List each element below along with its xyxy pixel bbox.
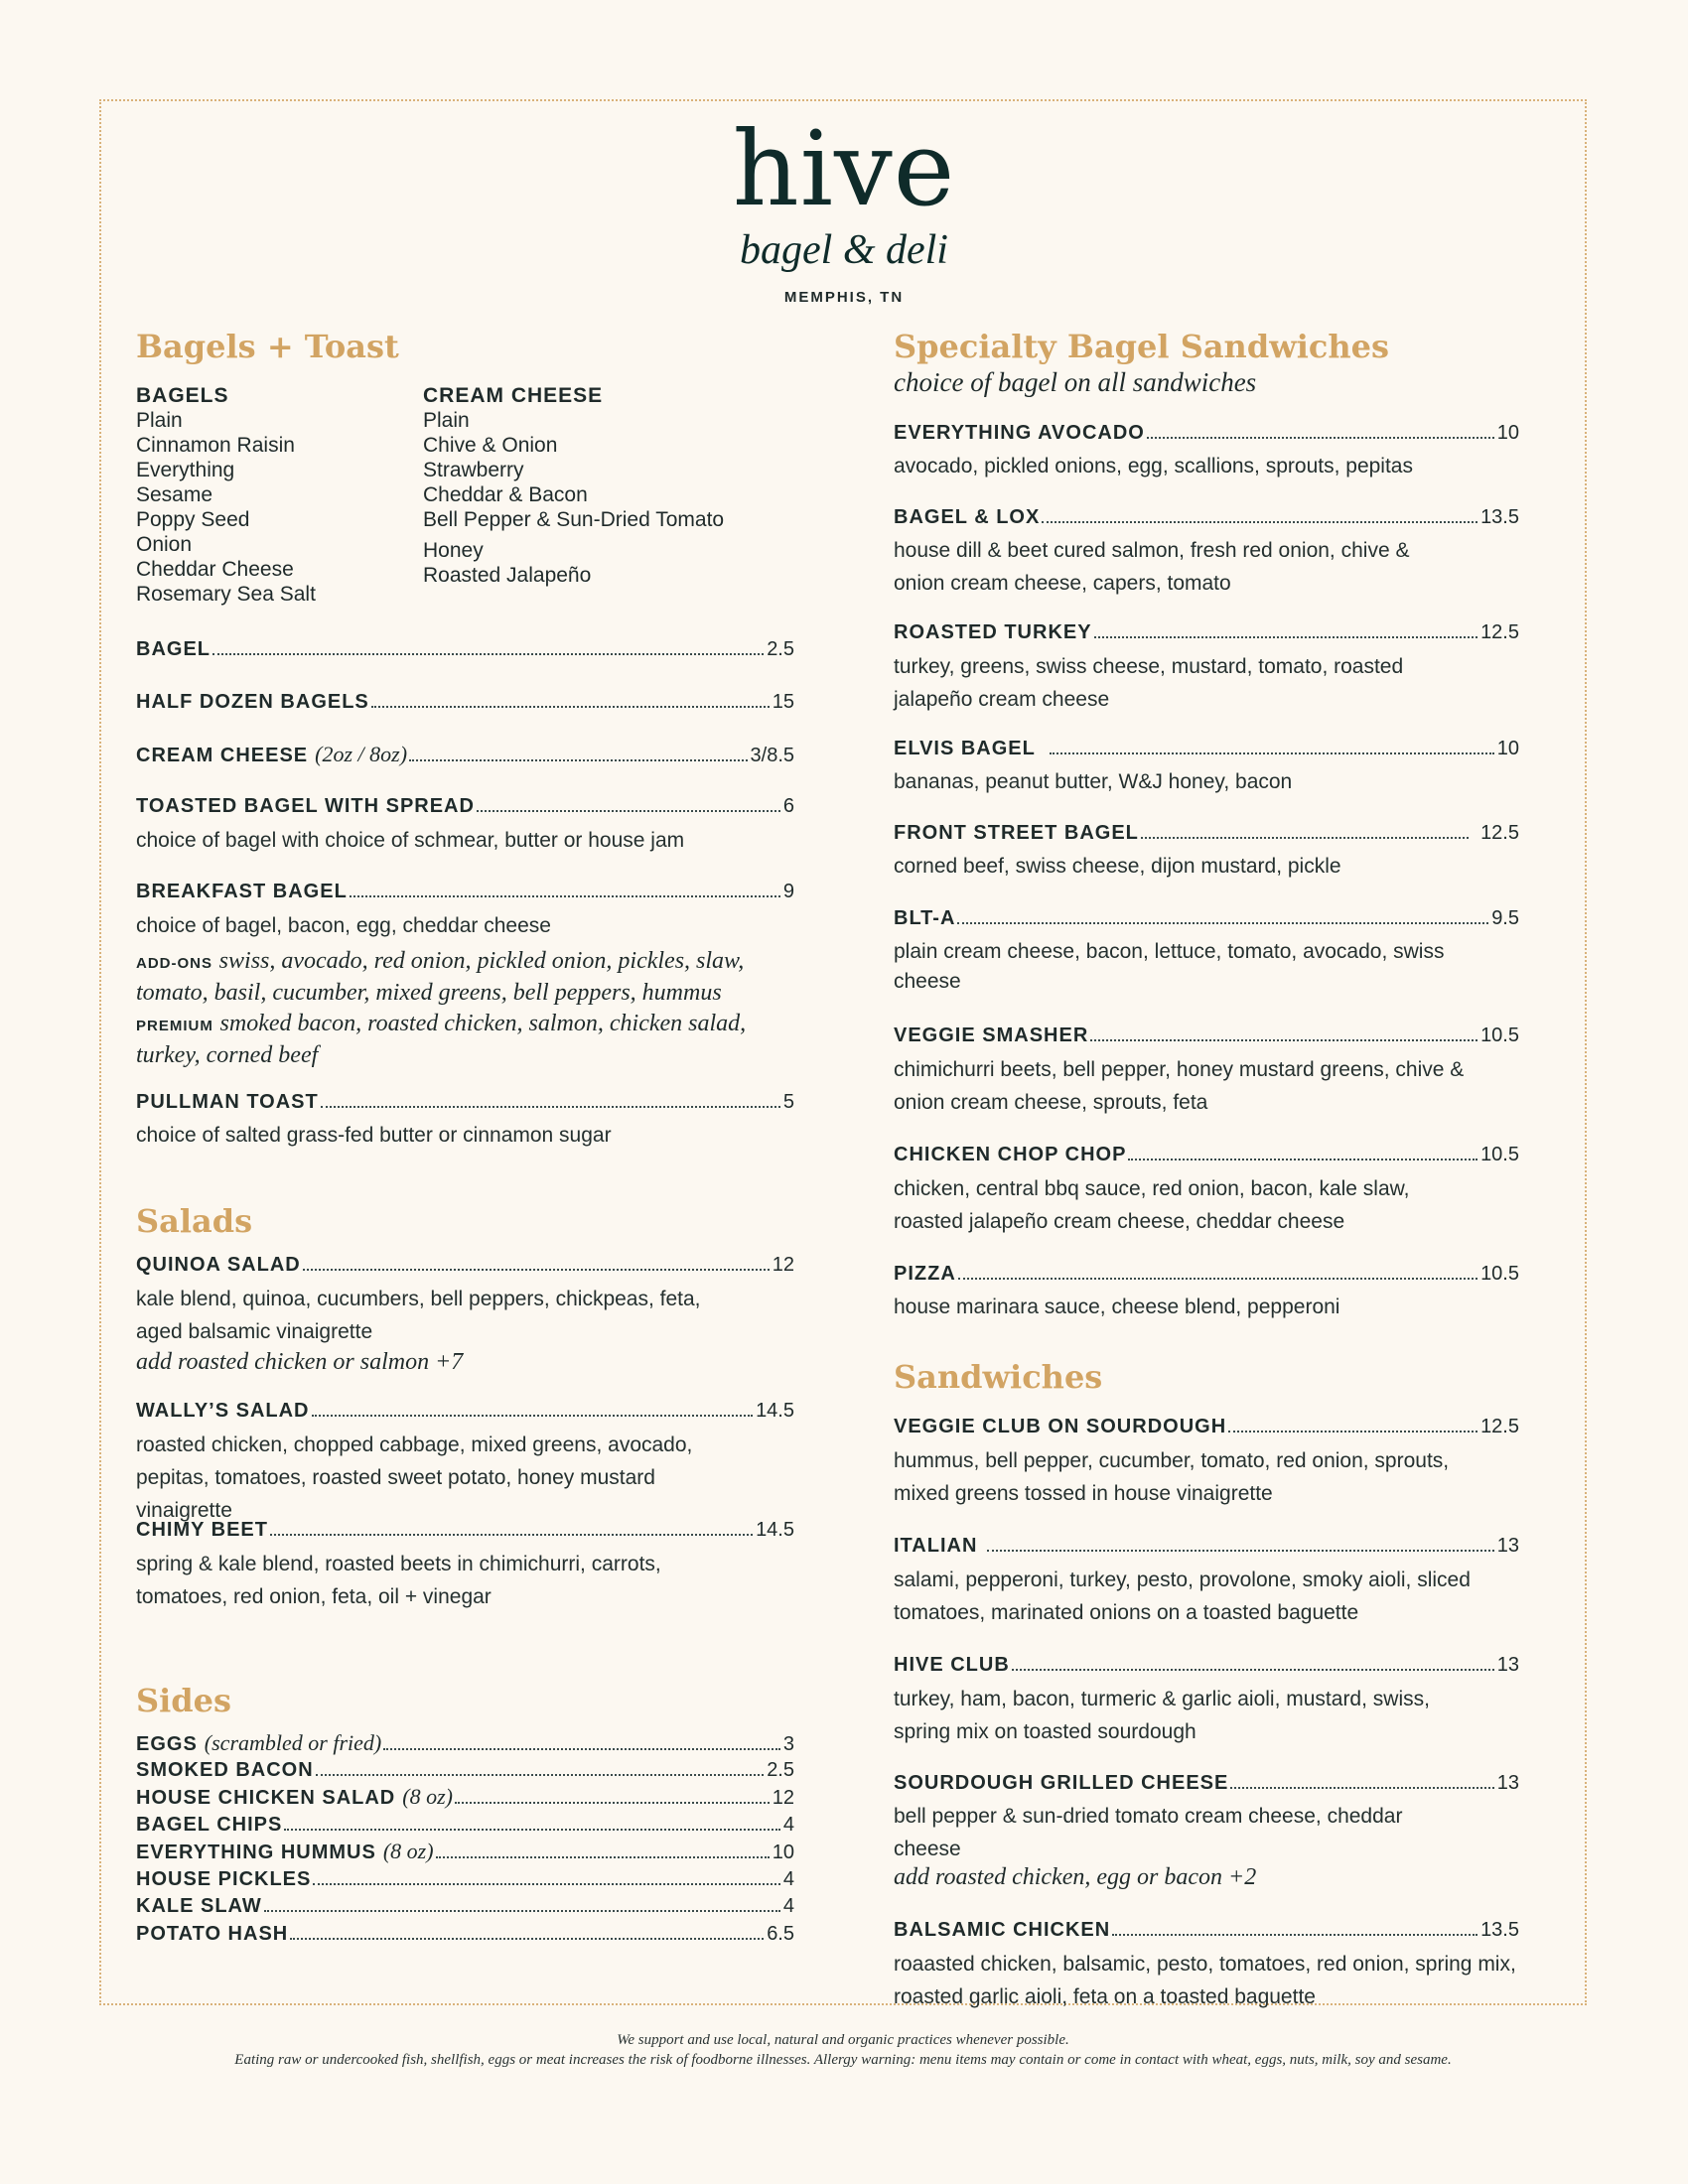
dot-leader	[1128, 1159, 1477, 1160]
item-name: KALE SLAW	[136, 1895, 262, 1917]
dot-leader	[212, 653, 764, 655]
menu-item-blt-a	[894, 905, 1519, 931]
menu-item-pizza	[894, 1261, 1519, 1287]
item-price: 3	[782, 1733, 794, 1755]
item-description: turkey, greens, swiss cheese, mustard, tomato, roasted jalapeño cream cheese	[894, 655, 1404, 711]
menu-item-wallys-salad	[136, 1398, 794, 1424]
item-description: turkey, ham, bacon, turmeric & garlic aioli, mustard, swiss, spring mix on toasted sourdough	[894, 1688, 1430, 1743]
cream-cheese-flavor: Honey	[423, 539, 484, 562]
tagline: bagel & deli	[740, 227, 948, 273]
dot-leader	[316, 1774, 765, 1776]
menu-item-everything-avocado	[894, 420, 1519, 446]
premium-text: smoked bacon, roasted chicken, salmon, chicken salad, turkey, corned beef	[136, 1011, 747, 1068]
item-price: 12.5	[1480, 822, 1519, 844]
item-name: CHICKEN CHOP CHOP	[894, 1144, 1127, 1165]
item-name: BAGEL & LOX	[894, 506, 1041, 528]
item-description: plain cream cheese, bacon, lettuce, tomato, avocado, swiss cheese	[894, 940, 1445, 993]
section-title-sandwiches: Sandwiches	[894, 1358, 1103, 1396]
item-price: 12	[772, 1254, 794, 1276]
cream-cheese-flavor: Chive & Onion	[423, 434, 558, 457]
bagel-flavor: Cheddar Cheese	[136, 558, 294, 581]
section-title-bagels-toast: Bagels + Toast	[136, 328, 399, 365]
item-name: PULLMAN TOAST	[136, 1091, 319, 1113]
menu-item-chimy-beet	[136, 1517, 794, 1543]
item-name: BREAKFAST BAGEL	[136, 881, 348, 902]
cream-cheese-flavors-list	[423, 383, 724, 588]
dot-leader	[313, 1883, 780, 1885]
cream-cheese-flavor: Strawberry	[423, 459, 524, 481]
item-description: spring & kale blend, roasted beets in chimichurri, carrots, tomatoes, red onion, feta, oil + vinegar	[136, 1553, 661, 1608]
cream-cheese-heading: CREAM CHEESE	[423, 384, 604, 407]
item-size-note: (8 oz)	[402, 1784, 453, 1809]
bagel-flavors-list	[136, 383, 316, 607]
item-price: 10	[772, 1842, 794, 1863]
dot-leader	[350, 895, 780, 897]
dot-leader	[1228, 1431, 1477, 1433]
side-item-hummus	[136, 1839, 794, 1865]
item-name: WALLY’S SALAD	[136, 1400, 310, 1422]
item-price: 6.5	[767, 1923, 794, 1945]
item-name: ROASTED TURKEY	[894, 621, 1092, 643]
side-item-eggs	[136, 1730, 794, 1757]
item-name: CHIMY BEET	[136, 1519, 268, 1541]
item-name: QUINOA SALAD	[136, 1254, 301, 1276]
cream-cheese-flavor: Bell Pepper & Sun-Dried Tomato	[423, 508, 725, 531]
bagel-flavor: Rosemary Sea Salt	[136, 583, 316, 606]
menu-item-half-dozen	[136, 689, 794, 715]
item-price: 13.5	[1480, 506, 1519, 528]
cream-cheese-flavor: Roasted Jalapeño	[423, 564, 592, 587]
footer-allergy-warning: Eating raw or undercooked fish, shellfish, eggs or meat increases the risk of foodborne illnesses. Allergy warning: menu items may contain or come in contact with wheat, eggs, nuts, milk, soy and sesame.	[234, 2052, 1452, 2068]
menu-item-roasted-turkey	[894, 619, 1519, 645]
bagels-heading: BAGELS	[136, 384, 229, 407]
dot-leader	[312, 1415, 754, 1417]
dot-leader	[1012, 1669, 1494, 1671]
item-price: 3/8.5	[750, 745, 794, 766]
item-description: bell pepper & sun-dried tomato cream cheese, cheddar cheese	[894, 1805, 1403, 1860]
dot-leader	[1141, 837, 1469, 839]
item-price: 10.5	[1480, 1263, 1519, 1285]
dot-leader	[987, 1550, 1493, 1552]
bagel-flavor: Poppy Seed	[136, 508, 250, 531]
side-item-potato-hash	[136, 1921, 794, 1947]
item-name: HOUSE PICKLES	[136, 1868, 312, 1890]
dot-leader	[409, 759, 747, 761]
dot-leader	[477, 810, 780, 812]
item-name: SOURDOUGH GRILLED CHEESE	[894, 1772, 1229, 1794]
bagel-flavor: Cinnamon Raisin	[136, 434, 295, 457]
item-description: corned beef, swiss cheese, dijon mustard, pickle	[894, 855, 1341, 878]
item-description: salami, pepperoni, turkey, pesto, provolone, smoky aioli, sliced tomatoes, marinated onions on a toasted baguette	[894, 1569, 1471, 1624]
item-description: bananas, peanut butter, W&J honey, bacon	[894, 770, 1293, 793]
item-price: 13	[1496, 1772, 1519, 1794]
footer-sourcing-note: We support and use local, natural and organic practices whenever possible.	[617, 2032, 1069, 2048]
item-add-on-note: add roasted chicken, egg or bacon +2	[894, 1864, 1257, 1890]
dot-leader	[270, 1534, 753, 1536]
item-price: 10.5	[1480, 1024, 1519, 1046]
item-name: BALSAMIC CHICKEN	[894, 1919, 1111, 1941]
item-price: 13	[1496, 1535, 1519, 1557]
dot-leader	[957, 922, 1488, 924]
bagel-flavor: Everything	[136, 459, 235, 481]
item-price: 2.5	[767, 638, 794, 660]
cream-cheese-flavor: Cheddar & Bacon	[423, 483, 588, 506]
item-name: EVERYTHING AVOCADO	[894, 422, 1145, 444]
item-price: 9	[782, 881, 794, 902]
item-description: hummus, bell pepper, cucumber, tomato, red onion, sprouts, mixed greens tossed in house vinaigrette	[894, 1449, 1450, 1505]
item-price: 10	[1496, 738, 1519, 759]
menu-item-bagel-lox	[894, 504, 1519, 530]
item-name: TOASTED BAGEL WITH SPREAD	[136, 795, 475, 817]
add-ons-text: swiss, avocado, red onion, pickled onion, pickles, slaw, tomato, basil, cucumber, mixed greens, bell peppers, hummus	[136, 948, 745, 1006]
bagel-flavor: Plain	[136, 409, 183, 432]
side-item-smoked-bacon	[136, 1757, 794, 1783]
item-size-note: (2oz / 8oz)	[315, 742, 408, 766]
section-title-salads: Salads	[136, 1202, 253, 1240]
item-name: VEGGIE CLUB ON SOURDOUGH	[894, 1416, 1227, 1437]
item-name: ELVIS BAGEL	[894, 738, 1036, 759]
menu-item-italian	[894, 1533, 1519, 1559]
menu-item-veggie-smasher	[894, 1023, 1519, 1048]
dot-leader	[290, 1938, 764, 1940]
item-description: roasted chicken, chopped cabbage, mixed greens, avocado, pepitas, tomatoes, roasted sweet potato, honey mustard vinaigrette	[136, 1433, 693, 1522]
hive-logo: hive	[732, 108, 956, 229]
item-price: 14.5	[756, 1400, 794, 1422]
item-name: POTATO HASH	[136, 1923, 289, 1945]
item-name: ITALIAN	[894, 1535, 978, 1557]
dot-leader	[455, 1802, 770, 1804]
item-price: 4	[782, 1868, 794, 1890]
item-price: 12.5	[1480, 1416, 1519, 1437]
item-name: FRONT STREET BAGEL	[894, 822, 1139, 844]
side-item-house-pickles	[136, 1866, 794, 1892]
item-description: chimichurri beets, bell pepper, honey mustard greens, chive & onion cream cheese, sprouts, feta	[894, 1058, 1465, 1114]
section-title-specialty: Specialty Bagel Sandwiches	[894, 328, 1390, 365]
menu-item-front-street-bagel	[894, 820, 1519, 846]
item-price: 13.5	[1480, 1919, 1519, 1941]
item-name: HIVE CLUB	[894, 1654, 1010, 1676]
menu-item-breakfast-bagel	[136, 879, 794, 904]
item-name: BAGEL CHIPS	[136, 1814, 283, 1836]
item-price: 10.5	[1480, 1144, 1519, 1165]
dot-leader	[284, 1829, 780, 1831]
dot-leader	[1230, 1787, 1493, 1789]
item-price: 13	[1496, 1654, 1519, 1676]
item-name: VEGGIE SMASHER	[894, 1024, 1089, 1046]
item-add-on-note: add roasted chicken or salmon +7	[136, 1349, 464, 1375]
dot-leader	[264, 1910, 780, 1912]
item-description: roaasted chicken, balsamic, pesto, tomatoes, red onion, spring mix, roasted garlic aioli, feta on a toasted baguette	[894, 1953, 1516, 2008]
dot-leader	[1147, 437, 1494, 439]
menu-item-quinoa-salad	[136, 1252, 794, 1278]
dot-leader	[1112, 1934, 1477, 1936]
menu-item-veggie-club	[894, 1414, 1519, 1439]
add-ons-label: ADD-ONS	[136, 955, 212, 972]
item-name: EGGS	[136, 1733, 198, 1755]
item-name: CREAM CHEESE	[136, 745, 309, 766]
section-subtitle-specialty: choice of bagel on all sandwiches	[894, 367, 1257, 397]
dot-leader	[436, 1856, 770, 1858]
item-description: kale blend, quinoa, cucumbers, bell peppers, chickpeas, feta, aged balsamic vinaigrette	[136, 1288, 701, 1343]
menu-item-toasted-bagel	[136, 793, 794, 819]
item-name: EVERYTHING HUMMUS	[136, 1842, 376, 1863]
menu-item-pullman-toast	[136, 1089, 794, 1115]
item-description: choice of bagel with choice of schmear, butter or house jam	[136, 829, 685, 852]
menu-item-cream-cheese	[136, 742, 794, 768]
item-price: 5	[782, 1091, 794, 1113]
side-item-kale-slaw	[136, 1893, 794, 1919]
item-name: SMOKED BACON	[136, 1759, 314, 1781]
menu-item-bagel	[136, 636, 794, 662]
dot-leader	[1094, 636, 1477, 638]
section-title-sides: Sides	[136, 1682, 232, 1719]
location: MEMPHIS, TN	[783, 289, 905, 306]
menu-item-chicken-chop-chop	[894, 1142, 1519, 1167]
item-name: BAGEL	[136, 638, 211, 660]
item-price: 12	[772, 1787, 794, 1809]
item-price: 4	[782, 1895, 794, 1917]
side-item-bagel-chips	[136, 1812, 794, 1838]
item-name: HOUSE CHICKEN SALAD	[136, 1787, 396, 1809]
item-description: house dill & beet cured salmon, fresh red onion, chive & onion cream cheese, capers, tomato	[894, 539, 1410, 595]
menu-item-elvis-bagel	[894, 736, 1519, 761]
item-price: 10	[1496, 422, 1519, 444]
item-price: 6	[782, 795, 794, 817]
item-description: choice of salted grass-fed butter or cinnamon sugar	[136, 1124, 612, 1147]
dot-leader	[383, 1748, 780, 1750]
bagel-flavor: Sesame	[136, 483, 213, 506]
item-name: BLT-A	[894, 907, 956, 929]
menu-item-balsamic-chicken	[894, 1917, 1519, 1943]
item-description: house marinara sauce, cheese blend, pepperoni	[894, 1296, 1340, 1318]
side-item-chicken-salad	[136, 1784, 794, 1811]
item-price: 12.5	[1480, 621, 1519, 643]
menu-item-hive-club	[894, 1652, 1519, 1678]
add-ons-note	[136, 946, 794, 1008]
item-price: 2.5	[767, 1759, 794, 1781]
item-name: PIZZA	[894, 1263, 956, 1285]
item-description: choice of bagel, bacon, egg, cheddar cheese	[136, 914, 551, 937]
item-description: chicken, central bbq sauce, red onion, bacon, kale slaw, roasted jalapeño cream cheese, cheddar cheese	[894, 1177, 1410, 1233]
item-price: 14.5	[756, 1519, 794, 1541]
dot-leader	[303, 1269, 770, 1271]
menu-item-sourdough-grilled-cheese	[894, 1770, 1519, 1796]
cream-cheese-flavor: Plain	[423, 409, 470, 432]
premium-note	[136, 1009, 794, 1070]
premium-label: PREMIUM	[136, 1018, 213, 1034]
dot-leader	[321, 1106, 780, 1108]
item-description: avocado, pickled onions, egg, scallions, sprouts, pepitas	[894, 455, 1413, 478]
item-price: 9.5	[1491, 907, 1519, 929]
item-size-note: (scrambled or fried)	[204, 1730, 382, 1755]
dot-leader	[1090, 1039, 1477, 1041]
item-size-note: (8 oz)	[382, 1839, 434, 1863]
dot-leader	[1050, 752, 1494, 754]
item-price: 15	[772, 691, 794, 713]
dot-leader	[1042, 521, 1477, 523]
bagel-flavor: Onion	[136, 533, 193, 556]
dot-leader	[371, 706, 770, 708]
dot-leader	[958, 1278, 1477, 1280]
item-name: HALF DOZEN BAGELS	[136, 691, 369, 713]
item-price: 4	[782, 1814, 794, 1836]
